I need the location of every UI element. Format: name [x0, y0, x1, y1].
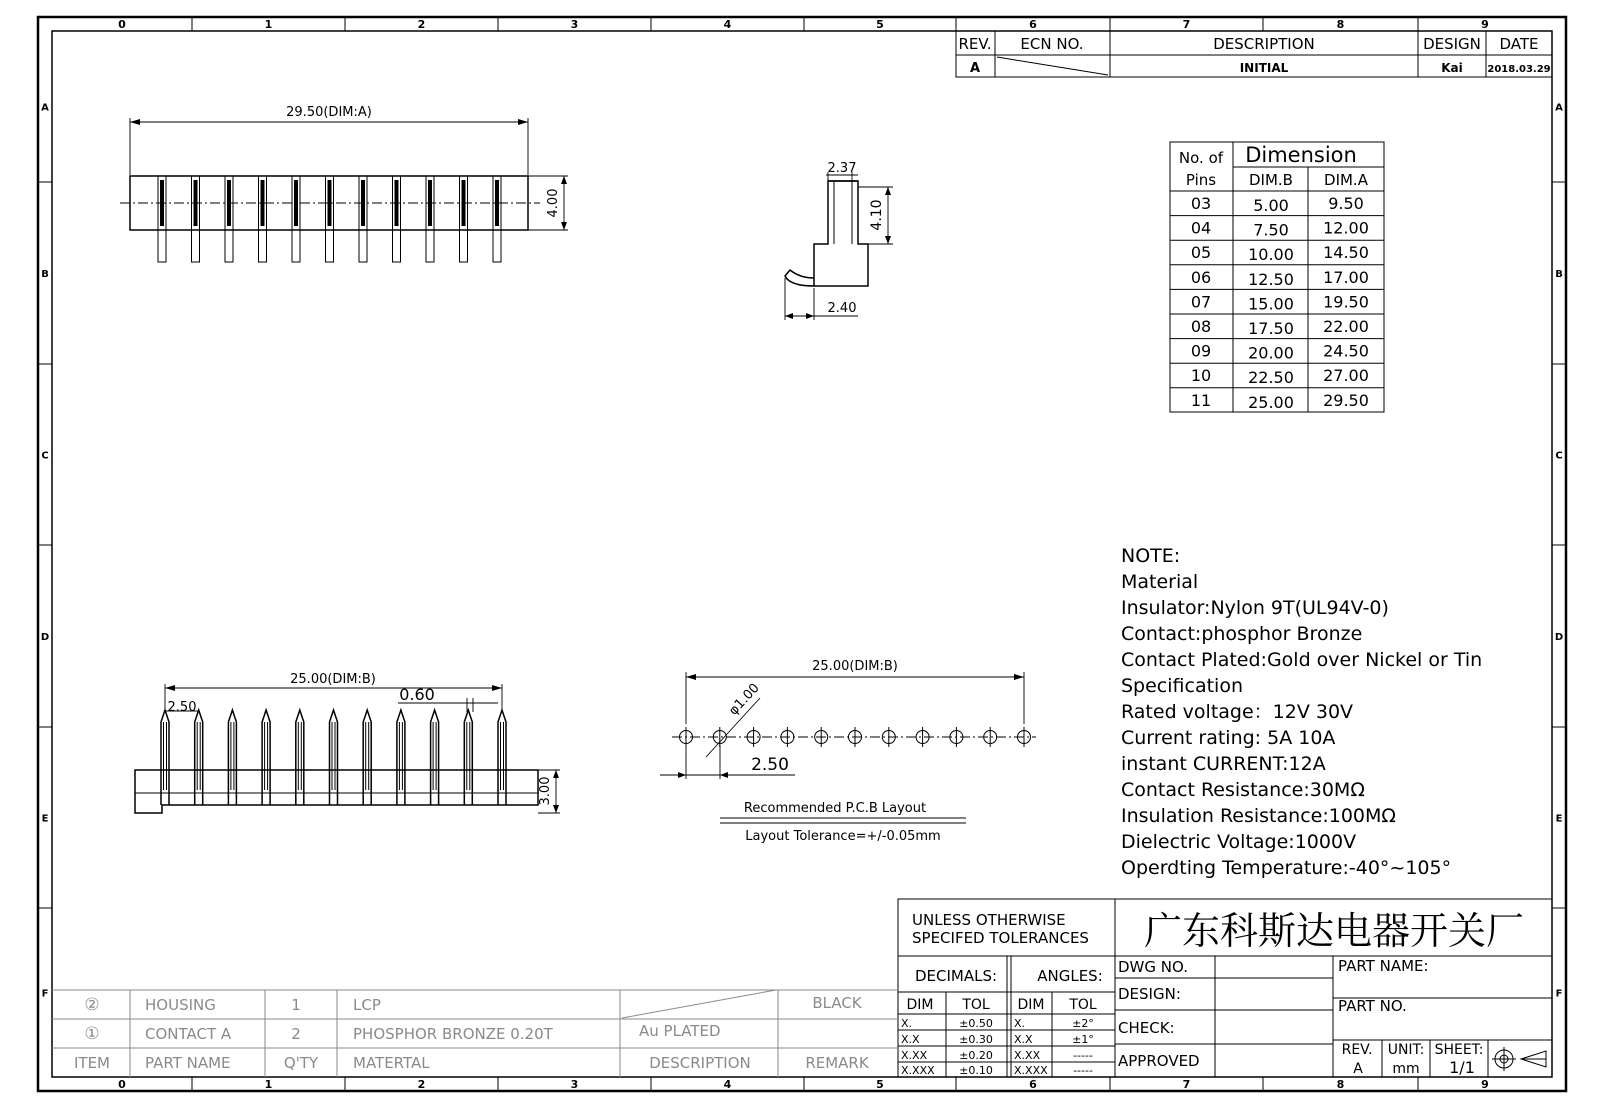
table-cell-pins: 10	[1190, 366, 1212, 386]
frame-col-label-bottom: 9	[1481, 1078, 1489, 1091]
front-pin	[363, 710, 371, 805]
frame-row-label-right: A	[1555, 102, 1563, 114]
sheet-label: SHEET:	[1434, 1042, 1484, 1058]
frame-col-label-bottom: 8	[1336, 1078, 1345, 1091]
top-pin-leg	[326, 230, 334, 262]
table-cell-dim-a: 24.50	[1323, 341, 1369, 361]
table-cell-pins: 07	[1190, 292, 1212, 312]
frame-row-label-left: E	[41, 813, 49, 825]
front-dim-b: 25.00(DIM:B)	[290, 672, 376, 687]
design-value: Kai	[1441, 61, 1463, 75]
tol-ang-value: -----	[1073, 1049, 1093, 1062]
bom-header-part: PART NAME	[145, 1054, 231, 1072]
tol-dec-dim: X.	[901, 1017, 913, 1030]
frame-col-label-top: 0	[118, 18, 126, 31]
table-cell-dim-a: 12.00	[1323, 218, 1369, 238]
tol-dec-value: ±0.20	[959, 1049, 993, 1062]
table-cell-dim-b: 10.00	[1248, 245, 1294, 265]
frame-row-label-left: B	[41, 269, 49, 280]
bom-qty: 1	[291, 996, 301, 1014]
bom-item: ②	[84, 995, 100, 1015]
side-bottom-width: 2.40	[827, 301, 857, 316]
bom-material: PHOSPHOR BRONZE 0.20T	[353, 1025, 553, 1043]
note-line: Insulation Resistance:100MΩ	[1121, 805, 1396, 827]
date-header: DATE	[1499, 35, 1539, 53]
frame-row-label-right: F	[1555, 988, 1563, 1000]
description-value: INITIAL	[1239, 61, 1289, 75]
table-cell-dim-b: 12.50	[1248, 269, 1294, 289]
top-pin-contact	[194, 180, 198, 226]
table-cell-pins: 09	[1190, 341, 1212, 361]
pcb-pitch: 2.50	[751, 755, 789, 775]
table-header-dimension: Dimension	[1245, 143, 1357, 167]
table-cell-pins: 05	[1190, 243, 1212, 263]
frame-col-label-top: 2	[417, 18, 426, 31]
tol-dec-dim: X.X	[901, 1033, 920, 1046]
frame-col-label-top: 8	[1336, 18, 1345, 31]
top-pin-leg	[225, 230, 233, 262]
top-pin-contact	[294, 180, 298, 226]
bom-header-remark: REMARK	[805, 1054, 869, 1072]
frame-row-label-right: C	[1555, 450, 1563, 462]
top-pin-leg	[359, 230, 367, 262]
note-line: Operdting Temperature:-40°~105°	[1121, 857, 1452, 879]
table-cell-dim-b: 7.50	[1253, 220, 1289, 240]
front-height: 3.00	[538, 776, 553, 806]
tol-ang-value: ±1°	[1072, 1033, 1094, 1046]
frame-col-label-top: 9	[1481, 18, 1489, 31]
unit-label: UNIT:	[1387, 1042, 1425, 1058]
frame-row-label-left: C	[41, 450, 49, 462]
tol-dec-value: ±0.50	[959, 1017, 993, 1030]
description-header: DESCRIPTION	[1213, 35, 1315, 53]
front-pin	[498, 710, 506, 805]
frame-row-label-left: A	[41, 102, 49, 114]
dec-dim-header: DIM	[906, 997, 934, 1013]
front-pin	[161, 710, 169, 805]
top-pin-leg	[192, 230, 200, 262]
top-pin-leg	[460, 230, 468, 262]
tol-dec-dim: X.XXX	[901, 1064, 935, 1077]
frame-col-label-bottom: 1	[264, 1078, 273, 1091]
pcb-title: Recommended P.C.B Layout	[743, 801, 927, 816]
frame-col-label-bottom: 7	[1182, 1078, 1191, 1091]
angles-label: ANGLES:	[1037, 967, 1103, 985]
top-pin-leg	[259, 230, 267, 262]
frame-col-label-top: 7	[1182, 18, 1191, 31]
front-pin	[262, 710, 270, 805]
bom-header-description: DESCRIPTION	[649, 1054, 751, 1072]
decimals-label: DECIMALS:	[914, 967, 998, 985]
pcb-dim-b: 25.00(DIM:B)	[812, 659, 898, 674]
dimension-table	[1170, 142, 1384, 412]
top-pin-contact	[160, 180, 164, 226]
note-line: NOTE:	[1121, 545, 1181, 567]
front-view	[135, 672, 560, 813]
tolerance-title-2: SPECIFED TOLERANCES	[912, 929, 1089, 947]
frame-col-label-top: 3	[570, 18, 579, 31]
check-label: CHECK:	[1118, 1019, 1175, 1037]
top-view	[120, 105, 568, 262]
front-pin-width: 0.60	[399, 685, 435, 704]
table-cell-pins: 11	[1190, 390, 1212, 410]
frame-col-label-bottom: 0	[118, 1078, 126, 1091]
tol-dec-dim: X.XX	[901, 1049, 928, 1062]
dwg-no-label: DWG NO.	[1118, 958, 1188, 976]
frame-col-label-top: 6	[1029, 18, 1037, 31]
frame-col-label-bottom: 5	[876, 1078, 884, 1091]
table-cell-dim-a: 9.50	[1328, 194, 1364, 213]
note-line: Contact:phosphor Bronze	[1121, 623, 1363, 645]
front-pin	[228, 710, 236, 805]
table-cell-pins: 04	[1190, 218, 1212, 238]
bom-description: Au PLATED	[639, 1022, 721, 1040]
note-line: Specification	[1121, 675, 1243, 697]
top-pin-contact	[495, 180, 499, 226]
side-top-width: 2.37	[827, 161, 857, 176]
bill-of-materials	[52, 990, 898, 1077]
note-line: Contact Plated:Gold over Nickel or Tin	[1121, 649, 1483, 671]
table-cell-dim-a: 22.00	[1323, 317, 1369, 336]
rev-value-title: A	[1353, 1061, 1363, 1077]
top-pin-contact	[428, 180, 432, 226]
note-line: Current rating: 5A 10A	[1121, 727, 1336, 749]
tol-ang-dim: X.X	[1014, 1033, 1033, 1046]
frame-row-label-right: B	[1555, 269, 1563, 280]
note-line: Dielectric Voltage:1000V	[1121, 831, 1357, 853]
table-header-pins-1: No. of	[1178, 149, 1224, 167]
tol-ang-dim: X.XXX	[1014, 1064, 1048, 1077]
frame-col-label-top: 4	[723, 18, 732, 31]
top-pin-contact	[261, 180, 265, 226]
bom-item: ①	[84, 1024, 100, 1044]
top-pin-leg	[158, 230, 166, 262]
tol-ang-value: -----	[1073, 1064, 1093, 1077]
part-no-label: PART NO.	[1338, 997, 1407, 1015]
top-pin-contact	[328, 180, 332, 226]
bom-part-name: HOUSING	[145, 996, 216, 1014]
tol-ang-dim: X.XX	[1014, 1049, 1041, 1062]
front-pin	[397, 710, 405, 805]
design-header: DESIGN	[1423, 35, 1481, 53]
tolerance-title-1: UNLESS OTHERWISE	[912, 911, 1066, 929]
note-line: instant CURRENT:12A	[1121, 753, 1326, 775]
bom-header-material: MATERTAL	[353, 1054, 430, 1072]
frame-row-label-right: E	[1555, 813, 1563, 825]
top-pin-leg	[292, 230, 300, 262]
note-line: Contact Resistance:30MΩ	[1121, 779, 1365, 801]
bom-remark: BLACK	[812, 994, 862, 1012]
table-cell-dim-a: 19.50	[1323, 292, 1369, 312]
bom-qty: 2	[291, 1025, 301, 1043]
part-name-label: PART NAME:	[1338, 957, 1429, 975]
revision-block	[956, 31, 1552, 77]
table-cell-dim-a: 14.50	[1323, 243, 1369, 263]
approved-label: APPROVED	[1118, 1052, 1200, 1070]
pcb-layout	[660, 659, 1036, 844]
dec-tol-header: TOL	[962, 997, 990, 1013]
table-header-dim-a: DIM.A	[1324, 171, 1368, 189]
pcb-tolerance: Layout Tolerance=+/-0.05mm	[745, 829, 941, 844]
frame-col-label-top: 1	[264, 18, 273, 31]
front-pin	[330, 710, 338, 805]
note-line: Rated voltage：12V 30V	[1121, 701, 1354, 723]
tol-dec-value: ±0.30	[959, 1033, 993, 1046]
frame-col-label-bottom: 6	[1029, 1078, 1037, 1091]
front-pitch: 2.50	[167, 700, 197, 715]
top-pin-leg	[426, 230, 434, 262]
top-pin-contact	[227, 180, 231, 226]
top-pin-contact	[462, 180, 466, 226]
pcb-hole-dia: φ1.00	[726, 680, 763, 719]
frame-row-label-right: D	[1554, 632, 1564, 643]
top-height-label: 4.00	[546, 188, 561, 218]
frame-row-label-left: F	[41, 988, 49, 1000]
rev-label: REV.	[1341, 1042, 1373, 1058]
frame-col-label-bottom: 4	[723, 1078, 732, 1091]
front-pin	[195, 710, 203, 805]
notes	[1121, 545, 1482, 879]
table-cell-dim-b: 22.50	[1248, 368, 1294, 388]
table-header-pins-2: Pins	[1185, 171, 1217, 189]
frame-col-label-bottom: 3	[570, 1078, 579, 1091]
projection-symbol-icon	[1492, 1047, 1546, 1071]
tol-ang-dim: X.	[1014, 1017, 1026, 1030]
table-cell-dim-a: 17.00	[1323, 267, 1369, 287]
bom-part-name: CONTACT A	[145, 1025, 232, 1043]
table-header-dim-b: DIM.B	[1249, 171, 1293, 189]
side-height: 4.10	[869, 199, 885, 231]
table-cell-dim-a: 29.50	[1323, 390, 1369, 410]
date-value: 2018.03.29	[1487, 64, 1551, 75]
ang-dim-header: DIM	[1017, 997, 1045, 1013]
top-pin-leg	[493, 230, 501, 262]
table-cell-pins: 08	[1190, 317, 1212, 336]
bom-header-item: ITEM	[73, 1054, 111, 1072]
tol-ang-value: ±2°	[1072, 1017, 1094, 1030]
frame-row-label-left: D	[40, 632, 50, 643]
table-cell-dim-b: 25.00	[1248, 392, 1294, 412]
bom-header-qty: Q'TY	[283, 1054, 319, 1072]
table-cell-dim-b: 15.00	[1248, 294, 1294, 314]
bom-material: LCP	[353, 996, 381, 1014]
table-cell-dim-b: 5.00	[1253, 196, 1289, 215]
front-pin	[296, 710, 304, 805]
table-cell-dim-a: 27.00	[1323, 366, 1369, 386]
rev-value: A	[969, 61, 981, 76]
table-cell-dim-b: 17.50	[1248, 319, 1294, 338]
ang-tol-header: TOL	[1069, 997, 1097, 1013]
ecn-header: ECN NO.	[1020, 35, 1084, 53]
note-line: Insulator:Nylon 9T(UL94V-0)	[1121, 597, 1389, 619]
table-cell-pins: 06	[1190, 267, 1212, 287]
sheet-value: 1/1	[1449, 1058, 1475, 1077]
rev-header: REV.	[958, 35, 992, 53]
top-pin-leg	[393, 230, 401, 262]
dim-a-label: 29.50(DIM:A)	[286, 105, 372, 120]
tol-dec-value: ±0.10	[959, 1064, 993, 1077]
side-view	[785, 161, 893, 320]
frame-col-label-bottom: 2	[417, 1078, 426, 1091]
design-label: DESIGN:	[1118, 985, 1181, 1003]
note-line: Material	[1121, 571, 1199, 593]
table-cell-dim-b: 20.00	[1248, 343, 1294, 363]
top-pin-contact	[361, 180, 365, 226]
company-name: 广东科斯达电器开关厂	[1143, 909, 1525, 953]
title-block	[898, 899, 1552, 1077]
table-cell-pins: 03	[1190, 194, 1212, 213]
front-pin	[464, 710, 472, 805]
top-pin-contact	[395, 180, 399, 226]
unit-value: mm	[1392, 1061, 1420, 1077]
frame-col-label-top: 5	[876, 18, 884, 31]
front-pin	[431, 710, 439, 805]
